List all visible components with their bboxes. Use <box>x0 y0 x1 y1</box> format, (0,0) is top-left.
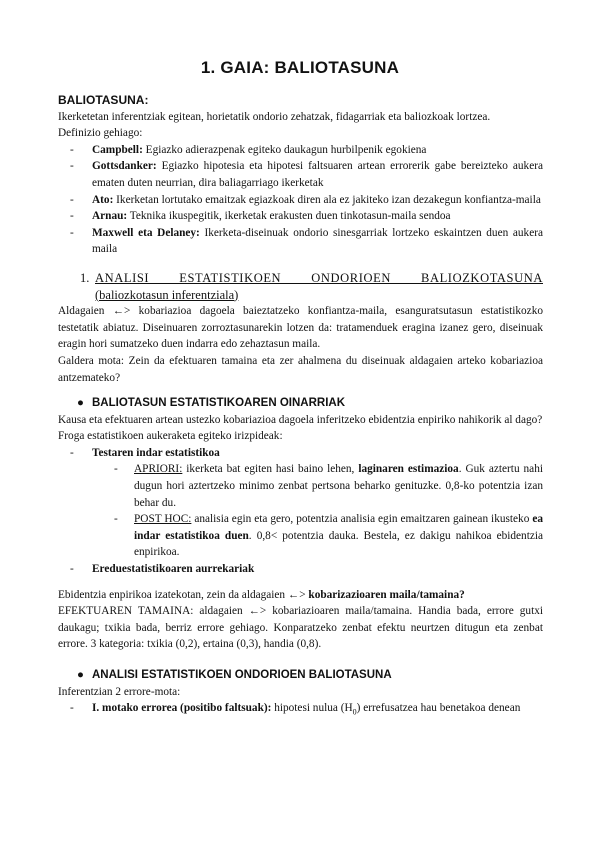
posthoc-item <box>134 511 543 561</box>
apriori-bold: laginaren estimazioa <box>358 463 459 476</box>
criteria-item-label: Ereduestatistikoaren aurrekariak <box>92 563 255 576</box>
criteria-list <box>58 445 543 462</box>
section-heading-line2: (baliozkotasun inferentziala) <box>95 287 239 302</box>
subsection-paragraph: Kausa eta efektuaren artean ustezko kobariazioa dagoela inferitzeko ebidentzia enpiriko nahikorik al dago? <box>58 413 543 426</box>
definition-author: Arnau: <box>92 210 128 223</box>
intro-heading: BALIOTASUNA: <box>58 93 149 107</box>
definition-item <box>92 142 543 159</box>
definition-item <box>92 208 543 225</box>
effect-size-paragraph: EFEKTUAREN TAMAINA: aldagaien ←> kobariazioaren maila/tamaina. Handia bada, errore gutxi daukagu; txikia bada, berriz errore gehiago. Konparatzeko zenbat efektu neurtzen ditugun eta zenbat errore. 3 kategoria: txikia (0,2), ertaina (0,3), handia (0,8). <box>58 605 543 651</box>
error-types-list <box>58 700 543 721</box>
definition-item <box>92 158 543 191</box>
error-types-label: Inferentzian 2 errore-mota: <box>58 685 181 698</box>
criteria-label: Froga estatistikoen aukeraketa egiteko irizpideak: <box>58 430 283 443</box>
criteria-item <box>92 445 543 462</box>
error-type-item <box>92 700 543 721</box>
page-title: 1. GAIA: BALIOTASUNA <box>200 58 400 77</box>
definition-author: Maxwell eta Delaney: <box>92 226 200 239</box>
subsection-heading <box>58 395 543 412</box>
error-type-title: I. motako errorea (positibo faltsuak): <box>92 702 272 715</box>
definition-text: Egiazko hipotesia eta hipotesi faltsuaren artean errorerik gabe bereizteko aukera ematen duten neurrian, dira baliagarriago ikerketak <box>92 160 543 189</box>
definitions-list <box>58 142 543 258</box>
intro-text: Ikerketetan inferentziak egitean, horietatik ondorio zehatzak, fidagarriak eta baliozkoak lortzea. <box>58 110 491 123</box>
posthoc-bold: ea indar estatistikoa duen <box>134 513 543 542</box>
apriori-text: ikerketa bat egiten hasi baino lehen, <box>186 463 355 476</box>
subsection-title: ANALISI ESTATISTIKOEN ONDORIOEN BALIOTASUNA <box>92 669 392 681</box>
section-heading-line1: ANALISI ESTATISTIKOEN ONDORIOEN BALIOZKOTASUNA <box>95 270 543 285</box>
definition-text: Ikerketa-diseinuak ondorio sinesgarriak lortzeko eskaintzen duen aukera maila <box>92 226 543 256</box>
definition-author: Campbell: <box>92 143 143 156</box>
posthoc-text-end: . 0,8< potentzia dauka. Bestela, ez dakigu nahikoa ebidentzia enpirikoa. <box>134 529 543 559</box>
power-list <box>58 461 543 561</box>
definition-author: Gottsdanker: <box>92 160 157 173</box>
subsection-title: BALIOTASUN ESTATISTIKOAREN OINARRIAK <box>92 397 345 410</box>
section-number: 1. <box>80 270 90 285</box>
effect-question-text: Ebidentzia enpirikoa izatekotan, zein da aldagaien ←> <box>58 588 309 601</box>
criteria-item-label: Testaren indar estatistikoa <box>92 446 220 459</box>
bullet-icon: ● <box>77 669 84 681</box>
posthoc-label: POST HOC: <box>134 513 192 526</box>
section-1-question: Galdera mota: Zein da efektuaren tamaina eta zer ahalmena du diseinuak aldagaien arteko kobariazioa antzemateko? <box>58 354 543 384</box>
criteria-list-2 <box>58 561 543 578</box>
effect-question-bold: kobarizazioaren maila/tamaina? <box>308 588 465 601</box>
document-body <box>58 92 543 721</box>
definition-author: Ato: <box>92 193 114 206</box>
apriori-label: APRIORI: <box>134 463 183 476</box>
definition-text: Egiazko adierazpenak egiteko daukagun hurbilpenik egokiena <box>145 143 427 156</box>
error-type-text: hipotesi nulua (H <box>271 702 353 715</box>
definitions-label: Definizio gehiago: <box>58 127 143 140</box>
error-type-text-end: ) errefusatzea hau benetakoa denean <box>356 702 521 715</box>
effect-question <box>58 587 543 604</box>
definition-text: Teknika ikuspegitik, ikerketak erakusten duen tinkotasun-maila sendoa <box>129 210 451 223</box>
bullet-icon: ● <box>77 397 84 410</box>
h0-subscript: 0 <box>352 707 357 717</box>
definition-item <box>92 225 543 258</box>
criteria-item <box>92 561 543 578</box>
definition-item <box>92 192 543 209</box>
section-1-paragraph: Aldagaien ←> kobariazioa dagoela baieztatzeko konfiantza-maila, esanguratsutasun estatistikozko testetatik abiatuz. Diseinuaren zorroztasunarekin lotzen da: tratamenduek eragina izanez gero, diseinuak eragin hori sumatzeko duen indarra edo zehaztasun maila. <box>58 305 543 351</box>
subsection-heading-2 <box>58 667 543 684</box>
definition-text: Ikerketan lortutako emaitzak egiazkoak diren ala ez jakiteko izan dezakegun konfiantza-maila <box>116 193 541 206</box>
apriori-text-end: . Guk aztertu nahi dugun hori aztertzeko minimo zenbat pertsona beharko genituzke. 0,8-ko potentzia izan behar du. <box>134 463 543 509</box>
section-1-heading <box>58 270 543 303</box>
apriori-item <box>134 461 543 511</box>
posthoc-text: analisia egin eta gero, potentzia analisia egin emaitzaren gainean ikusteko <box>194 513 530 526</box>
